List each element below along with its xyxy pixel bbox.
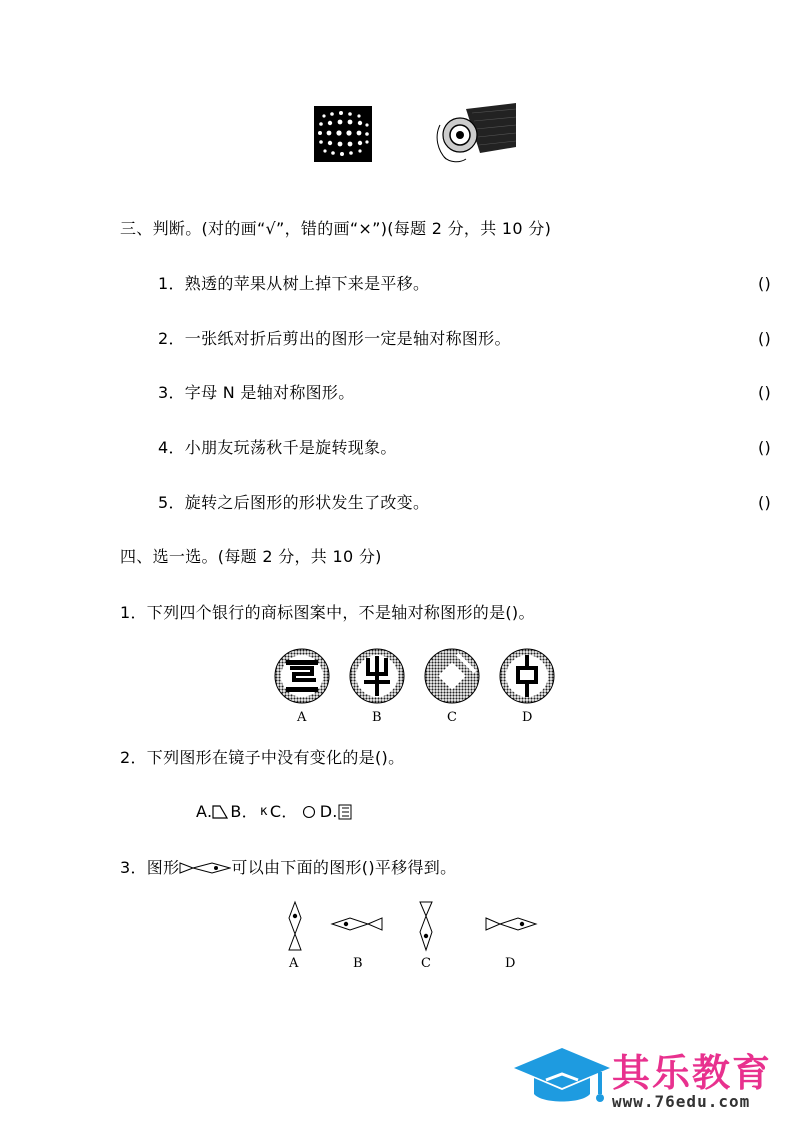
answer-paren[interactable]: () <box>758 274 772 293</box>
question-3 <box>120 857 456 879</box>
bank-logo-c <box>425 649 479 703</box>
bracket-e-icon <box>338 804 352 820</box>
question-3-text-before: 3．图形 <box>120 858 180 877</box>
brand-url: www.76edu.com <box>612 1092 751 1111</box>
judge-item <box>158 437 772 459</box>
judge-item <box>158 382 772 404</box>
question-3-figures <box>270 900 550 978</box>
faucet-gear-image <box>432 103 516 165</box>
option-b-label: B． <box>230 802 258 821</box>
question-3-figures-svg <box>270 900 550 954</box>
judge-item-text: 4．小朋友玩荡秋千是旋转现象。 <box>158 438 397 457</box>
right-trapezoid-icon <box>212 805 228 819</box>
figure-label: B <box>353 956 363 971</box>
judge-item-text: 3．字母 N 是轴对称图形。 <box>158 383 355 402</box>
brand-name: 其乐教育 <box>612 1051 773 1095</box>
option-a-label: A. <box>196 802 213 821</box>
bank-logo-d <box>500 649 554 703</box>
question-2-text: 2．下列图形在镜子中没有变化的是()。 <box>120 748 405 767</box>
logo-label: D <box>522 710 533 725</box>
figure-b <box>332 918 382 930</box>
judge-item-text: 2．一张纸对折后剪出的图形一定是轴对称图形。 <box>158 329 511 348</box>
option-b-glyph: κ <box>259 804 268 819</box>
judge-item <box>158 328 772 350</box>
answer-paren[interactable]: () <box>758 383 772 402</box>
figure-label: D <box>505 956 516 971</box>
question-3-text-after: 可以由下面的图形()平移得到。 <box>231 858 457 877</box>
question-2-options <box>196 801 352 823</box>
bank-logo-b <box>350 649 404 703</box>
figure-d <box>486 918 536 930</box>
question-1-text: 1．下列四个银行的商标图案中，不是轴对称图形的是()。 <box>120 603 535 622</box>
logo-label: C <box>447 710 457 725</box>
judge-item <box>158 273 772 295</box>
brand-watermark <box>512 1040 792 1116</box>
figure-c <box>420 902 432 950</box>
disco-ball-image <box>314 106 372 162</box>
answer-paren[interactable]: () <box>758 329 772 348</box>
figure-label: A <box>289 956 299 971</box>
logo-label: B <box>372 710 382 725</box>
bank-logo-a <box>275 649 329 703</box>
option-c-label: C． <box>269 802 298 821</box>
fish-shape-icon <box>179 861 231 875</box>
answer-paren[interactable]: () <box>758 438 772 457</box>
logo-label: A <box>297 710 307 725</box>
figure-a <box>289 902 301 950</box>
answer-paren[interactable]: () <box>758 493 772 512</box>
judge-item-text: 5．旋转之后图形的形状发生了改变。 <box>158 493 430 512</box>
option-d-label: D. <box>319 802 338 821</box>
graduation-cap-icon <box>512 1046 612 1112</box>
bank-logos <box>272 646 562 726</box>
judge-item-text: 1．熟透的苹果从树上掉下来是平移。 <box>158 274 430 293</box>
figure-label: C <box>421 956 431 971</box>
section-4-heading: 四、选一选。(每题 2 分，共 10 分) <box>120 547 382 566</box>
judge-item <box>158 492 772 514</box>
bank-logos-svg <box>272 646 562 706</box>
circle-icon <box>300 805 318 819</box>
section-3-heading: 三、判断。(对的画“√”，错的画“×”)(每题 2 分，共 10 分) <box>120 219 552 238</box>
